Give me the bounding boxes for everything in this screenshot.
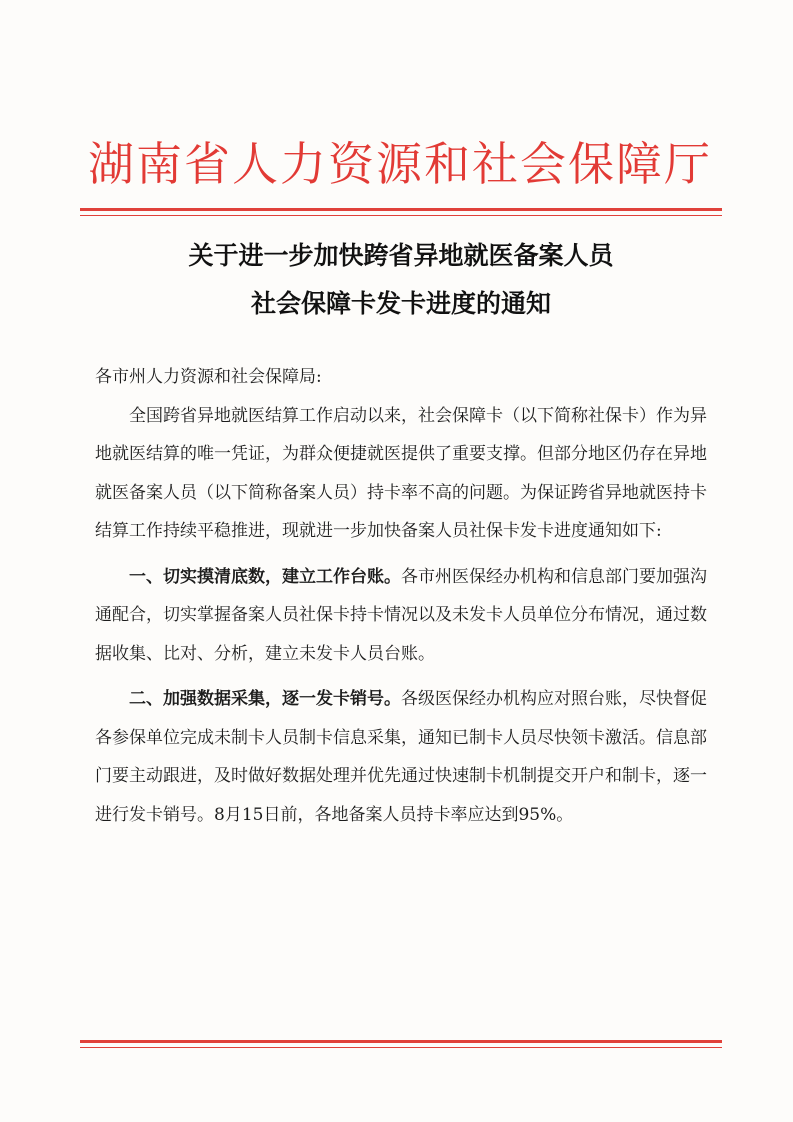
footer-rule (80, 1040, 722, 1043)
document-title-line-2: 社会保障卡发卡进度的通知 (250, 289, 551, 318)
header-rule-thin (80, 215, 722, 216)
document-body (95, 358, 707, 834)
agency-header: 湖南省人力资源和社会保障厅 (88, 137, 712, 191)
intro-paragraph: 全国跨省异地就医结算工作启动以来，社会保障卡（以下简称社保卡）作为异地就医结算的唯一凭证，为群众便捷就医提供了重要支撑。但部分地区仍存在异地就医备案人员（以下简称备案人员）持卡率不高的问题。为保证跨省异地就医持卡结算工作持续平稳推进，现就进一步加快备案人员社保卡发卡进度通知如下: (95, 405, 707, 541)
document-title-line-1: 关于进一步加快跨省异地就医备案人员 (188, 241, 614, 270)
footer-rule-thin (80, 1047, 722, 1048)
section-2-heading: 二、加强数据采集，逐一发卡销号。 (129, 689, 401, 709)
section-1-paragraph (95, 558, 707, 674)
header-rule (80, 208, 722, 211)
section-2-body: 各级医保经办机构应对照台账，尽快督促各参保单位完成未制卡人员制卡信息采集，通知已制卡人员尽快领卡激活。信息部门要主动跟进，及时做好数据处理并优先通过快速制卡机制提交开户和制卡，逐一进行发卡销号。8月15日前，各地备案人员持卡率应达到95%。 (95, 689, 707, 825)
section-2-paragraph (95, 680, 707, 834)
document-title (80, 232, 722, 328)
section-1-heading: 一、切实摸清底数，建立工作台账。 (129, 566, 401, 587)
salutation: 各市州人力资源和社会保障局: (95, 367, 322, 387)
section-1-body: 各市州医保经办机构和信息部门要加强沟通配合，切实掌握备案人员社保卡持卡情况以及未发卡人员单位分布情况，通过数据收集、比对、分析，建立未发卡人员台账。 (95, 566, 707, 664)
